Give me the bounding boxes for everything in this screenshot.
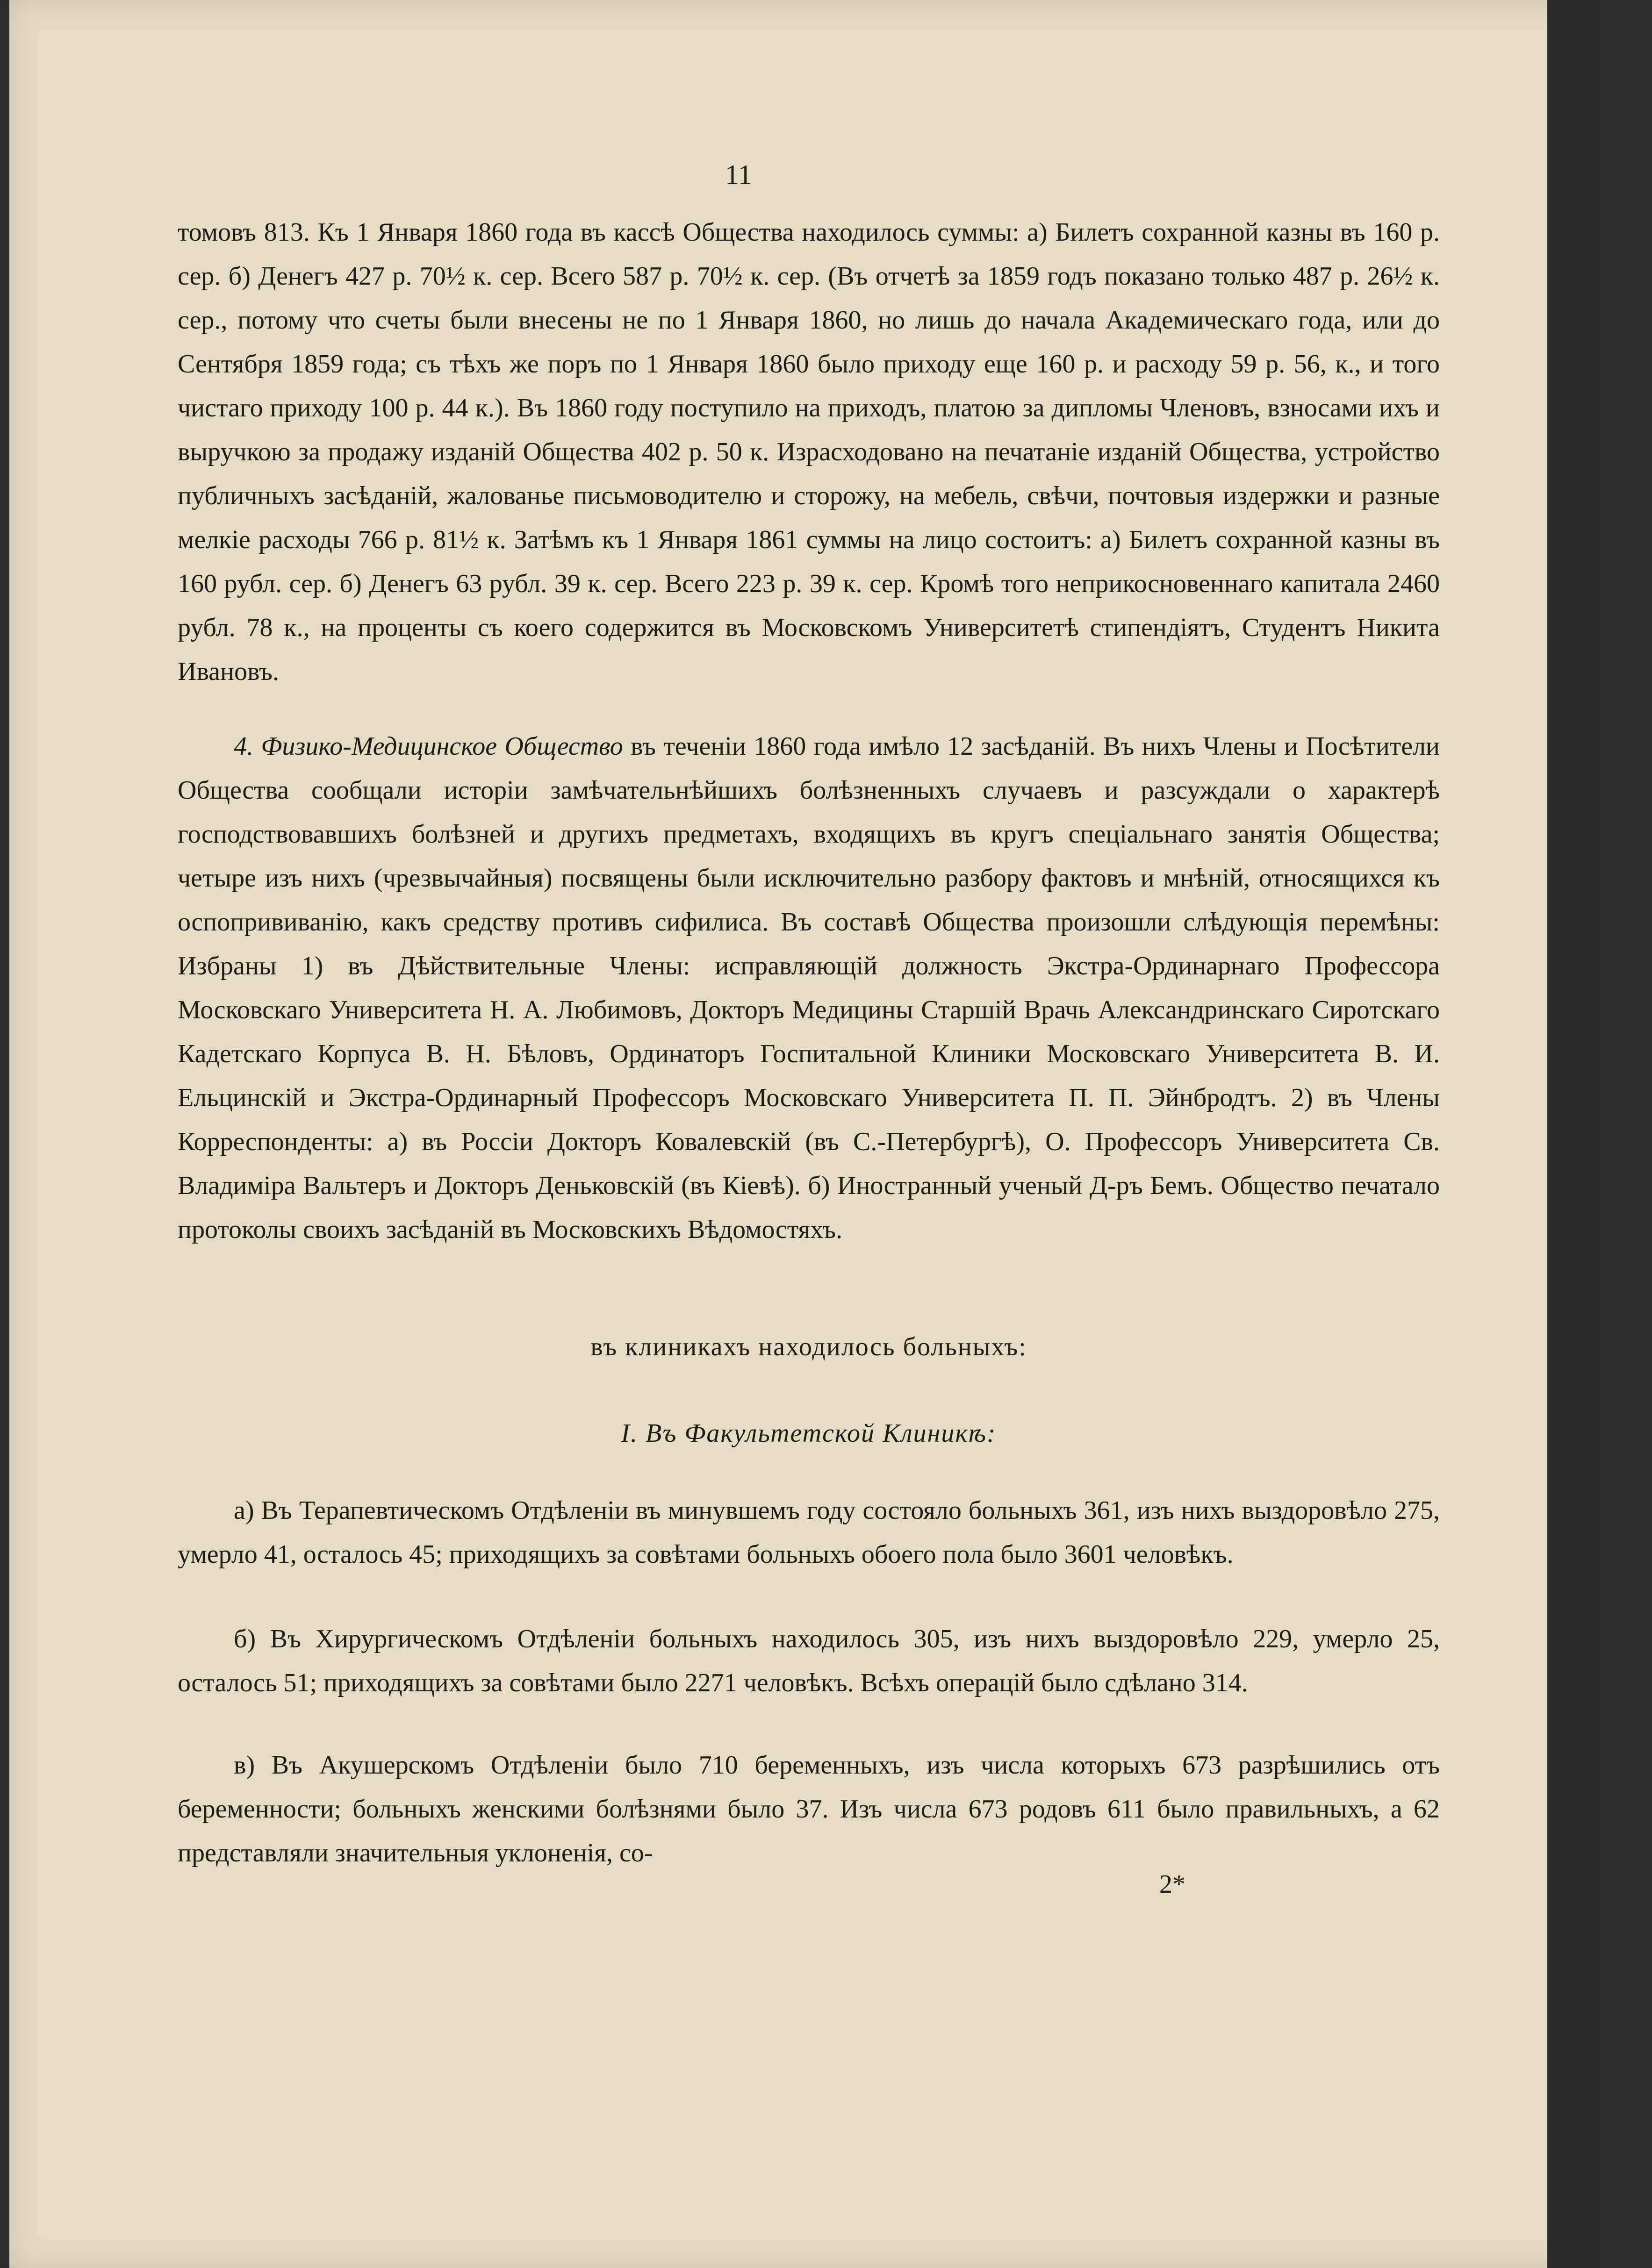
- item-surgical: [178, 1617, 1440, 1705]
- paragraph-funds-text: томовъ 813. Къ 1 Января 1860 года въ кассѣ Общества находилось суммы: а) Билетъ сохранной казны въ 160 р. сер. б) Денегъ 427 р. 70½ к. сер. Всего 587 р. 70½ к. сер. (Въ отчетѣ за 1859 годъ показано только 487 р. 26½ к. сер., потому что счеты были внесены не по 1 Января 1860, но лишь до начала Академическаго года, или до Сентября 1859 года; съ тѣхъ же поръ по 1 Января 1860 было приходу еще 160 р. и расходу 59 р. 56, к., и того чистаго приходу 100 р. 44 к.). Въ 1860 году поступило на приходъ, платою за дипломы Членовъ, взносами ихъ и выручкою за продажу изданій Общества 402 р. 50 к. Израсходовано на печатаніе изданій Общества, устройство публичныхъ засѣданій, жалованье письмоводителю и сторожу, на мебель, свѣчи, почтовыя издержки и разные мелкіе расходы 766 р. 81½ к. Затѣмъ къ 1 Января 1861 суммы на лицо состоитъ: а) Билетъ сохранной казны въ 160 рубл. сер. б) Денегъ 63 рубл. 39 к. сер. Всего 223 р. 39 к. сер. Кромѣ того неприкосновеннаго капитала 2460 рубл. 78 к., на проценты съ коего содержится въ Московскомъ Университетѣ стипендіятъ, Студентъ Никита Ивановъ.: [178, 218, 1440, 686]
- item-obstetric: [178, 1743, 1440, 1875]
- heading-clinics: въ клиникахъ находилось больныхъ:: [590, 1332, 1027, 1361]
- paragraph-funds: [178, 210, 1440, 694]
- item-therapeutic: [178, 1488, 1440, 1576]
- signature-mark: 2*: [1159, 1870, 1185, 1899]
- item-obstetric-text: в) Въ Акушерскомъ Отдѣленіи было 710 беременныхъ, изъ числа которыхъ 673 разрѣшились отъ беременности; больныхъ женскими болѣзнями было 37. Изъ числа 673 родовъ 611 было правильныхъ, а 62 представляли значительныя уклоненія, со-: [178, 1751, 1440, 1867]
- item-therapeutic-text: а) Въ Терапевтическомъ Отдѣленіи въ минувшемъ году состояло больныхъ 361, изъ нихъ выздоровѣло 275, умерло 41, осталось 45; приходящихъ за совѣтами больныхъ обоего пола было 3601 человѣкъ.: [178, 1496, 1440, 1569]
- page-edge-shadow: [1547, 0, 1599, 2268]
- paragraph-society-text: [178, 724, 1440, 1252]
- society-body: въ теченіи 1860 года имѣло 12 засѣданій. Въ нихъ Члены и Посѣтители Общества сообщали исторіи замѣчательнѣйшихъ болѣзненныхъ случаевъ и разсуждали о характерѣ господствовавшихъ болѣзней и другихъ предметахъ, входящихъ въ кругъ спеціальнаго занятія Общества; четыре изъ нихъ (чрезвычайныя) посвящены были исключительно разбору фактовъ и мнѣній, относящихся къ оспопрививанію, какъ средству противъ сифилиса. Въ составѣ Общества произошли слѣдующія перемѣны: Избраны 1) въ Дѣйствительные Члены: исправляющій должность Экстра-Ординарнаго Профессора Московскаго Университета Н. А. Любимовъ, Докторъ Медицины Старшій Врачь Александринскаго Сиротскаго Кадетскаго Корпуса В. Н. Бѣловъ, Ординаторъ Госпитальной Клиники Московскаго Университета В. И. Ельцинскій и Экстра-Ординарный Профессоръ Московскаго Университета П. П. Эйнбродтъ. 2) въ Члены Корреспонденты: а) въ Россіи Докторъ Ковалевскій (въ С.-Петербургѣ), О. Профессоръ Университета Св. Владиміра Вальтеръ и Докторъ Деньковскій (въ Кіевѣ). б) Иностранный ученый Д-ръ Бемъ. Общество печатало протоколы своихъ засѣданій въ Московскихъ Вѣдомостяхъ.: [178, 732, 1440, 1244]
- society-name: 4. Физико-Медицинское Общество: [234, 732, 623, 761]
- item-surgical-text: б) Въ Хирургическомъ Отдѣленіи больныхъ находилось 305, изъ нихъ выздоровѣло 229, умерло 25, осталось 51; приходящихъ за совѣтами было 2271 человѣкъ. Всѣхъ операцій было сдѣлано 314.: [178, 1624, 1440, 1697]
- heading-faculty-clinic: I. Въ Факультетской Клиникѣ:: [621, 1419, 997, 1448]
- paragraph-physico-medical-society: [178, 724, 1440, 1252]
- page-number: 11: [725, 159, 752, 190]
